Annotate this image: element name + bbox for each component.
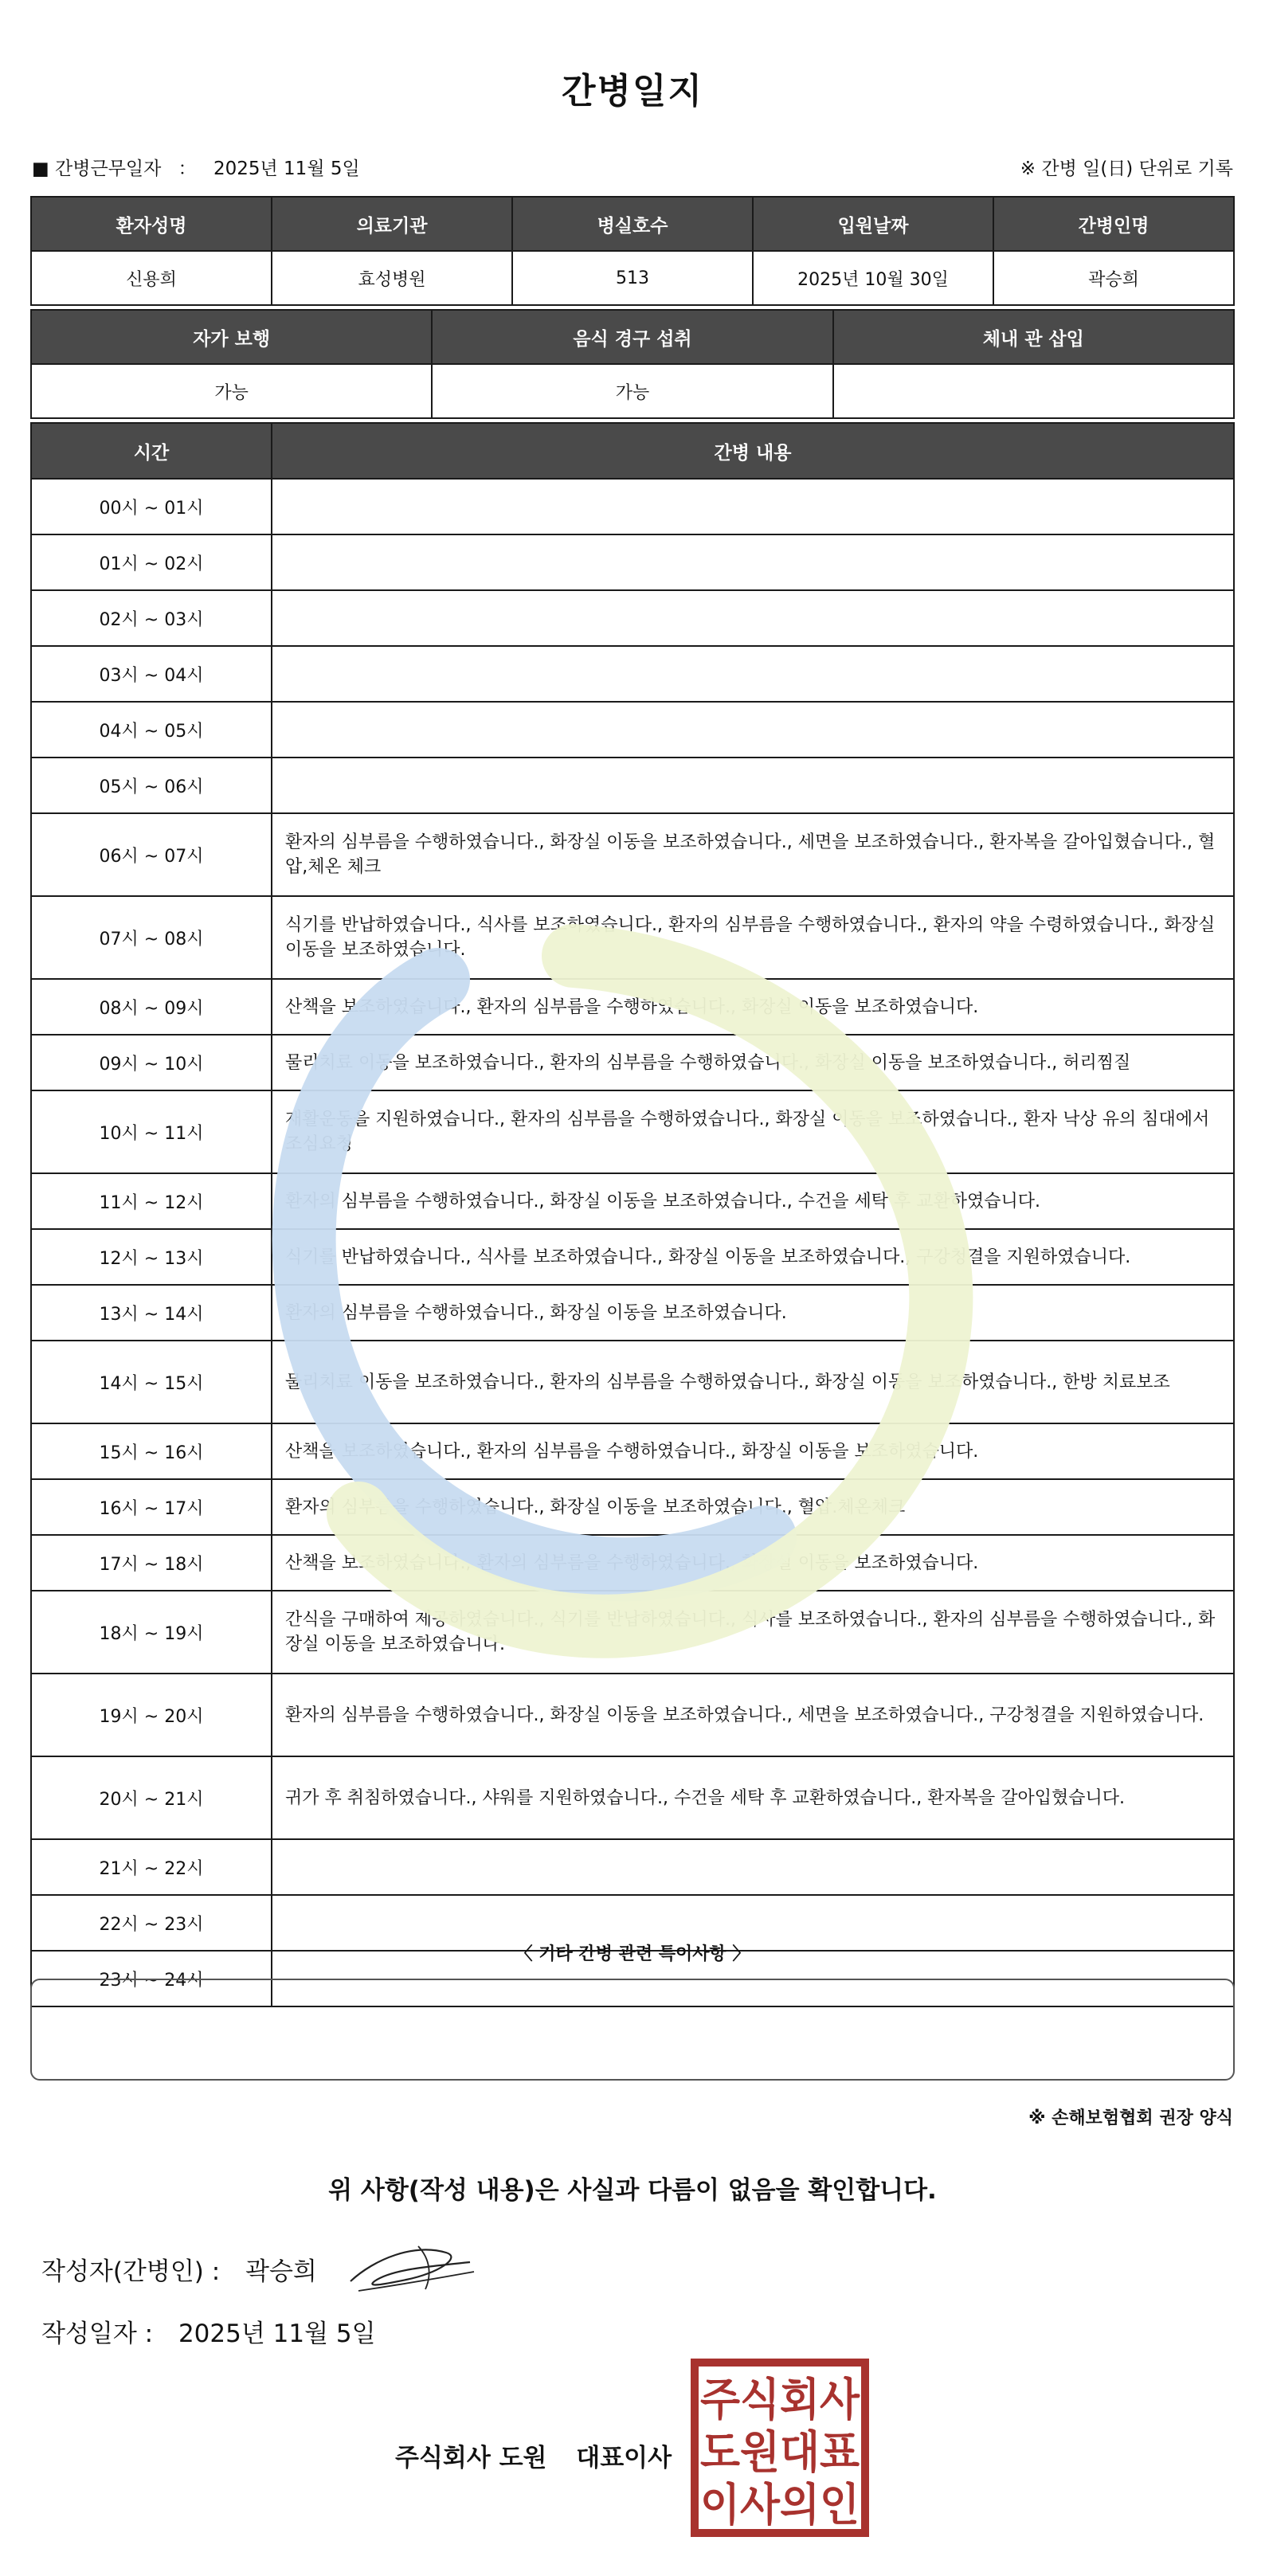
company-signature-line	[395, 2437, 672, 2473]
care-log-content	[272, 758, 1234, 813]
care-log-time: 11시 ~ 12시	[31, 1173, 272, 1229]
care-log-content: 환자의 심부름을 수행하였습니다., 화장실 이동을 보조하였습니다., 수건을 세탁 후 교환하였습니다.	[272, 1173, 1234, 1229]
care-log-row	[31, 1229, 1234, 1285]
care-log-row	[31, 1423, 1234, 1479]
care-log-content: 물리치료 이동을 보조하였습니다., 환자의 심부름을 수행하였습니다., 화장실 이동을 보조하였습니다., 허리찜질	[272, 1035, 1234, 1090]
care-log-row	[31, 813, 1234, 896]
ability-value-row	[31, 364, 1234, 418]
care-log-content: 식기를 반납하였습니다., 식사를 보조하였습니다., 화장실 이동을 보조하였습니다., 구강청결을 지원하였습니다.	[272, 1229, 1234, 1285]
special-notes-title: 〈 기타 간병 관련 특이사항 〉	[515, 1944, 750, 1964]
written-date-value: 2025년 11월 5일	[178, 2320, 376, 2348]
header-admission-date: 입원날짜	[753, 197, 993, 251]
care-log-content	[272, 590, 1234, 646]
care-log-content: 물리치료 이동을 보조하였습니다., 환자의 심부름을 수행하였습니다., 화장실 이동을 보조하였습니다., 한방 치료보조	[272, 1341, 1234, 1423]
care-log-table	[30, 422, 1235, 2007]
care-log-row	[31, 590, 1234, 646]
care-log-row	[31, 1839, 1234, 1895]
written-date-line	[41, 2313, 376, 2349]
care-log-row	[31, 1341, 1234, 1423]
care-log-row	[31, 979, 1234, 1035]
care-log-time: 19시 ~ 20시	[31, 1674, 272, 1756]
header-time: 시간	[31, 423, 272, 479]
care-log-time: 06시 ~ 07시	[31, 813, 272, 896]
care-log-content: 산책을 보조하였습니다., 환자의 심부름을 수행하였습니다., 화장실 이동을 보조하였습니다.	[272, 979, 1234, 1035]
patient-info-header-row	[31, 197, 1234, 251]
care-log-row	[31, 1035, 1234, 1090]
care-log-content: 산책을 보조하였습니다., 환자의 심부름을 수행하였습니다., 화장실 이동을 보조하였습니다.	[272, 1423, 1234, 1479]
care-log-time: 02시 ~ 03시	[31, 590, 272, 646]
handwritten-signature	[343, 2235, 478, 2307]
care-log-content	[272, 646, 1234, 702]
patient-info-value-row	[31, 251, 1234, 305]
care-log-row	[31, 1090, 1234, 1173]
svg-text:도원대표: 도원대표	[700, 2427, 860, 2479]
header-caregiver-name: 간병인명	[993, 197, 1234, 251]
care-log-time: 03시 ~ 04시	[31, 646, 272, 702]
work-date-label: ■ 간병근무일자	[32, 159, 162, 179]
record-unit-note: ※ 간병 일(日) 단위로 기록	[1020, 159, 1233, 179]
company-representative: 대표이사	[576, 2444, 672, 2472]
care-log-row	[31, 1674, 1234, 1756]
care-log-time: 09시 ~ 10시	[31, 1035, 272, 1090]
care-log-row	[31, 1173, 1234, 1229]
svg-text:주식회사: 주식회사	[700, 2374, 860, 2426]
care-log-content: 환자의 심부름을 수행하였습니다., 화장실 이동을 보조하였습니다., 세면을 보조하였습니다., 환자복을 갈아입혔습니다., 혈압,체온 체크	[272, 813, 1234, 896]
care-log-time: 13시 ~ 14시	[31, 1285, 272, 1341]
care-log-time: 20시 ~ 21시	[31, 1756, 272, 1839]
room-number-value: 513	[512, 251, 753, 305]
writer-name: 곽승희	[245, 2257, 317, 2286]
admission-date-value: 2025년 10월 30일	[753, 251, 993, 305]
company-name: 주식회사 도원	[395, 2444, 547, 2472]
care-log-row	[31, 1591, 1234, 1674]
care-log-row	[31, 646, 1234, 702]
care-log-time: 01시 ~ 02시	[31, 534, 272, 590]
care-log-content: 환자의 심부름을 수행하였습니다., 화장실 이동을 보조하였습니다., 세면을 보조하였습니다., 구강청결을 지원하였습니다.	[272, 1674, 1234, 1756]
care-log-header-row	[31, 423, 1234, 479]
care-log-row	[31, 1535, 1234, 1591]
care-log-time: 00시 ~ 01시	[31, 479, 272, 534]
care-log-time: 08시 ~ 09시	[31, 979, 272, 1035]
care-log-time: 22시 ~ 23시	[31, 1895, 272, 1951]
patient-ability-table	[30, 309, 1235, 419]
care-log-time: 14시 ~ 15시	[31, 1341, 272, 1423]
ability-header-row	[31, 310, 1234, 364]
header-oral-intake: 음식 경구 섭취	[432, 310, 832, 364]
company-seal-stamp	[690, 2358, 870, 2538]
care-log-time: 10시 ~ 11시	[31, 1090, 272, 1173]
insurer-note: ※ 손해보험협회 권장 양식	[1028, 2108, 1233, 2128]
patient-name-value: 신용희	[31, 251, 272, 305]
caregiver-name-value: 곽승희	[993, 251, 1234, 305]
care-log-content: 산책을 보조하였습니다., 환자의 심부름을 수행하였습니다., 화장실 이동을 보조하였습니다.	[272, 1535, 1234, 1591]
work-date-value: 2025년 11월 5일	[213, 159, 360, 179]
work-date-line	[32, 154, 360, 180]
care-log-time: 05시 ~ 06시	[31, 758, 272, 813]
care-log-content: 간식을 구매하여 제공하였습니다., 식기를 반납하였습니다., 식사를 보조하였습니다., 환자의 심부름을 수행하였습니다., 화장실 이동을 보조하였습니다.	[272, 1591, 1234, 1674]
hospital-value: 효성병원	[272, 251, 512, 305]
header-room-number: 병실호수	[512, 197, 753, 251]
oral-intake-value: 가능	[432, 364, 832, 418]
patient-info-table	[30, 196, 1235, 306]
header-hospital: 의료기관	[272, 197, 512, 251]
care-log-time: 21시 ~ 22시	[31, 1839, 272, 1895]
care-log-time: 12시 ~ 13시	[31, 1229, 272, 1285]
care-log-time: 04시 ~ 05시	[31, 702, 272, 758]
writer-line	[41, 2251, 317, 2287]
care-log-content: 환자의 심부름을 수행하였습니다., 화장실 이동을 보조하였습니다., 혈압.체온체크	[272, 1479, 1234, 1535]
care-log-row	[31, 896, 1234, 979]
care-log-row	[31, 534, 1234, 590]
care-log-time: 15시 ~ 16시	[31, 1423, 272, 1479]
care-log-row	[31, 479, 1234, 534]
care-log-content: 귀가 후 취침하였습니다., 샤워를 지원하였습니다., 수건을 세탁 후 교환하였습니다., 환자복을 갈아입혔습니다.	[272, 1756, 1234, 1839]
care-log-row	[31, 758, 1234, 813]
writer-label: 작성자(간병인) :	[41, 2257, 221, 2286]
work-date-separator: ：	[178, 159, 197, 179]
care-log-time: 07시 ~ 08시	[31, 896, 272, 979]
svg-text:이사의인: 이사의인	[700, 2480, 860, 2531]
care-log-body	[31, 479, 1234, 2006]
tube-insertion-value	[833, 364, 1234, 418]
written-date-label: 작성일자 :	[41, 2320, 154, 2348]
care-log-row	[31, 1756, 1234, 1839]
care-log-content: 식기를 반납하였습니다., 식사를 보조하였습니다., 환자의 심부름을 수행하였습니다., 환자의 약을 수령하였습니다., 화장실 이동을 보조하였습니다.	[272, 896, 1234, 979]
confirmation-statement: 위 사항(작성 내용)은 사실과 다름이 없음을 확인합니다.	[328, 2176, 937, 2205]
care-log-time: 17시 ~ 18시	[31, 1535, 272, 1591]
care-log-time: 18시 ~ 19시	[31, 1591, 272, 1674]
care-log-content: 재활운동을 지원하였습니다., 환자의 심부름을 수행하였습니다., 화장실 이동을 보조하였습니다., 환자 낙상 유의 침대에서 조심요청	[272, 1090, 1234, 1173]
care-log-time: 16시 ~ 17시	[31, 1479, 272, 1535]
page-title: 간병일지	[561, 71, 703, 112]
header-tube-insertion: 체내 관 삽입	[833, 310, 1234, 364]
header-patient-name: 환자성명	[31, 197, 272, 251]
care-log-row	[31, 702, 1234, 758]
header-care-content: 간병 내용	[272, 423, 1234, 479]
header-self-walking: 자가 보행	[31, 310, 432, 364]
care-log-content	[272, 534, 1234, 590]
special-notes-box	[30, 1979, 1235, 2081]
care-log-content: 환자의 심부름을 수행하였습니다., 화장실 이동을 보조하였습니다.	[272, 1285, 1234, 1341]
self-walking-value: 가능	[31, 364, 432, 418]
care-log-row	[31, 1479, 1234, 1535]
care-log-content	[272, 479, 1234, 534]
care-log-content	[272, 1839, 1234, 1895]
care-log-time: 23시 ~ 24시	[31, 1951, 272, 2006]
care-log-content	[272, 702, 1234, 758]
care-log-row	[31, 1285, 1234, 1341]
